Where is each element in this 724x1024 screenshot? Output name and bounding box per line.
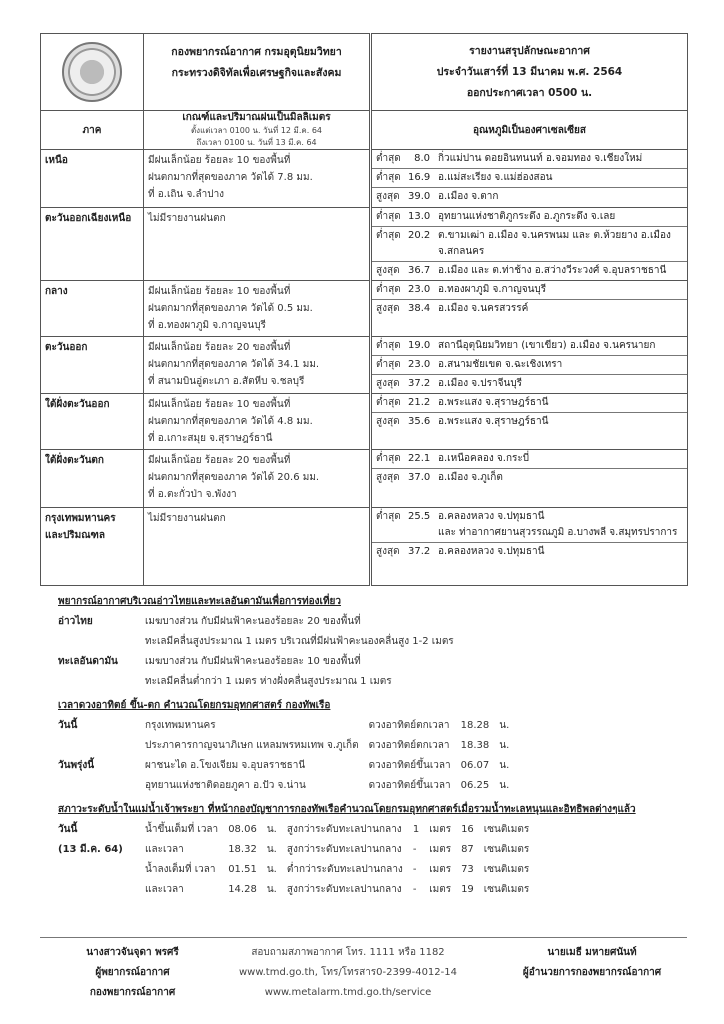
region-rows xyxy=(41,150,688,586)
temp-value: 38.4 xyxy=(408,303,431,314)
temperature-row xyxy=(372,375,687,393)
sun-day-label xyxy=(58,736,145,756)
temperature-row xyxy=(372,356,687,375)
temp-value: 13.0 xyxy=(408,211,431,222)
temp-place: อ.เหนือคลอง จ.กระบี่ xyxy=(438,453,530,464)
water-day-label xyxy=(58,860,145,880)
temp-place: อ.คลองหลวง จ.ปทุมธานี และ ท่าอากาศยานสุวรรณภูมิ อ.บางพลี จ.สมุทรปราการ xyxy=(438,511,678,538)
sun-event: ดวงอาทิตย์ตกเวลา xyxy=(368,720,450,731)
sun-time-unit: น. xyxy=(499,760,510,771)
sun-times-table-row xyxy=(58,716,519,736)
temp-value: 22.1 xyxy=(408,453,431,464)
rain-header-cell xyxy=(144,111,371,150)
temperature-row xyxy=(372,188,687,206)
temp-place: อ.สนามชัยเขต จ.ฉะเชิงเทรา xyxy=(438,359,563,370)
org-cell xyxy=(144,34,371,111)
temperature-cell xyxy=(371,337,688,394)
tide-time: 14.28 xyxy=(228,884,257,895)
tide-centimeters-unit: เซนติเมตร xyxy=(483,864,530,875)
temp-label: สูงสุด xyxy=(376,378,400,389)
tide-description: น้ำขึ้นเต็มที่ เวลา xyxy=(145,824,219,835)
tide-centimeters-unit: เซนติเมตร xyxy=(483,884,530,895)
rain-line: มีฝนเล็กน้อย ร้อยละ 20 ของพื้นที่ xyxy=(148,342,291,353)
rain-summary xyxy=(144,508,371,586)
temperature-row xyxy=(372,469,687,487)
rain-line: ฝนตกมากที่สุดของภาค วัดได้ 4.8 มม. xyxy=(148,416,313,427)
tide-time: 18.32 xyxy=(228,844,257,855)
rain-line: มีฝนเล็กน้อย ร้อยละ 10 ของพื้นที่ xyxy=(148,286,291,297)
footer-divider xyxy=(40,937,687,938)
column-header-temperature: อุณหภูมิเป็นองศาเซลเซียส xyxy=(472,124,586,136)
temp-place: อ.พระแสง จ.สุราษฎร์ธานี xyxy=(438,397,549,408)
tide-description: และเวลา xyxy=(145,884,184,895)
tide-description: และเวลา xyxy=(145,844,184,855)
region-name: กลาง xyxy=(41,281,144,337)
tmd-seal-logo xyxy=(62,42,122,102)
rain-line: ที่ อ.เถิน จ.ลำปาง xyxy=(148,189,225,200)
temperature-row xyxy=(372,169,687,188)
region-row xyxy=(41,337,688,394)
temp-label: สูงสุด xyxy=(376,265,400,276)
tide-description: น้ำลงเต็มที่ เวลา xyxy=(145,864,216,875)
region-name: ตะวันออกเฉียงเหนือ xyxy=(41,208,144,281)
temp-label: ต่ำสุด xyxy=(376,211,401,222)
rain-summary xyxy=(144,208,371,281)
temp-place: อ.ทองผาภูมิ จ.กาญจนบุรี xyxy=(438,284,547,295)
footer-line: นายเมธี มหายศนันท์ xyxy=(547,947,637,958)
temp-value: 23.0 xyxy=(408,359,431,370)
tide-meters-unit: เมตร xyxy=(429,844,452,855)
tide-centimeters: 16 xyxy=(461,824,474,835)
sea-area-label xyxy=(58,672,145,692)
water-day-label: วันนี้ xyxy=(58,824,78,835)
tide-centimeters-unit: เซนติเมตร xyxy=(483,824,530,835)
tide-time-unit: น. xyxy=(266,824,277,835)
temperature-row xyxy=(372,227,687,262)
org-name: กองพยากรณ์อากาศ กรมอุตุนิยมวิทยา xyxy=(171,46,342,58)
tide-reference: สูงกว่าระดับทะเลปานกลาง xyxy=(286,884,402,895)
sea-area-label: อ่าวไทย xyxy=(58,616,93,627)
temp-label: สูงสุด xyxy=(376,472,400,483)
sun-times-table xyxy=(58,716,519,796)
tide-meters-unit: เมตร xyxy=(429,884,452,895)
sun-location: ประภาคารกาญจนาภิเษก แหลมพรหมเทพ จ.ภูเก็ต xyxy=(145,740,359,751)
tide-time-unit: น. xyxy=(266,864,277,875)
water-level-table xyxy=(58,820,539,900)
temp-value: 23.0 xyxy=(408,284,431,295)
sea-forecast-line: ทะเลมีคลื่นต่ำกว่า 1 เมตร ห่างฝั่งคลื่นสูงประมาณ 1 เมตร xyxy=(145,676,392,687)
temp-place: ต.ขามเฒ่า อ.เมือง จ.นครพนม และ ต.ห้วยยาง อ.เมือง จ.สกลนคร xyxy=(438,230,671,257)
sea-forecast-table-row xyxy=(58,672,464,692)
tide-time: 08.06 xyxy=(228,824,257,835)
column-header-region: ภาค xyxy=(82,124,102,136)
water-day-label: (13 มี.ค. 64) xyxy=(58,844,123,855)
sun-time-unit: น. xyxy=(499,780,510,791)
weather-summary-table xyxy=(40,33,688,586)
sea-forecast-line: เมฆบางส่วน กับมีฝนฟ้าคะนองร้อยละ 20 ของพื้นที่ xyxy=(145,616,361,627)
tide-reference: สูงกว่าระดับทะเลปานกลาง xyxy=(286,824,402,835)
rain-line: ที่ อ.ทองผาภูมิ จ.กาญจนบุรี xyxy=(148,320,266,331)
temp-value: 39.0 xyxy=(408,191,431,202)
temp-place: สถานีอุตุนิยมวิทยา (เขาเขียว) อ.เมือง จ.นครนายก xyxy=(438,340,656,351)
tide-time-unit: น. xyxy=(266,844,277,855)
sea-forecast-table-row xyxy=(58,632,464,652)
temperature-row xyxy=(372,450,687,469)
sun-times-table-row xyxy=(58,736,519,756)
sea-forecast-table-row xyxy=(58,652,464,672)
tide-meters-unit: เมตร xyxy=(429,864,452,875)
sea-area-label xyxy=(58,632,145,652)
rain-line: ฝนตกมากที่สุดของภาค วัดได้ 7.8 มม. xyxy=(148,172,313,183)
temp-label: ต่ำสุด xyxy=(376,397,401,408)
water-level-table-row xyxy=(58,840,539,860)
temperature-row xyxy=(372,281,687,300)
temperature-row xyxy=(372,150,687,169)
tide-meters: 1 xyxy=(412,824,420,835)
temperature-row xyxy=(372,543,687,561)
region-row xyxy=(41,508,688,586)
temp-label: ต่ำสุด xyxy=(376,340,401,351)
sea-forecast-heading: พยากรณ์อากาศบริเวณอ่าวไทยและทะเลอันดามันเพื่อการท่องเที่ยว xyxy=(58,596,342,607)
region-row xyxy=(41,150,688,208)
temp-place: อ.เมือง จ.ตาก xyxy=(438,191,499,202)
sun-day-label: วันนี้ xyxy=(58,720,78,731)
region-row xyxy=(41,450,688,508)
temp-place: อ.พระแสง จ.สุราษฎร์ธานี xyxy=(438,416,549,427)
sun-event: ดวงอาทิตย์ขึ้นเวลา xyxy=(368,780,451,791)
region-row xyxy=(41,208,688,281)
sun-time-unit: น. xyxy=(499,740,510,751)
rain-line: มีฝนเล็กน้อย ร้อยละ 10 ของพื้นที่ xyxy=(148,399,291,410)
rain-line: ไม่มีรายงานฝนตก xyxy=(148,213,226,224)
rain-summary xyxy=(144,450,371,508)
rain-summary xyxy=(144,394,371,450)
ministry-name: กระทรวงดิจิทัลเพื่อเศรษฐกิจและสังคม xyxy=(171,67,342,79)
sun-time: 18.28 xyxy=(460,720,490,731)
rain-summary xyxy=(144,150,371,208)
region-name: กรุงเทพมหานคร และปริมณฑล xyxy=(41,508,144,586)
tide-centimeters: 19 xyxy=(461,884,474,895)
column-header-rain: เกณฑ์และปริมาณฝนเป็นมิลลิเมตร xyxy=(182,112,331,123)
rain-period-from: ตั้งแต่เวลา 0100 น. วันที่ 12 มี.ค. 64 xyxy=(190,126,322,135)
temp-label: ต่ำสุด xyxy=(376,453,401,464)
temp-label: ต่ำสุด xyxy=(376,230,401,241)
issue-time: ออกประกาศเวลา 0500 น. xyxy=(466,86,593,99)
temperature-header-cell xyxy=(371,111,688,150)
report-title-cell xyxy=(371,34,688,111)
temp-label: ต่ำสุด xyxy=(376,511,401,522)
temp-value: 8.0 xyxy=(414,153,430,164)
temp-value: 35.6 xyxy=(408,416,431,427)
region-row xyxy=(41,281,688,337)
temp-place: อุทยานแห่งชาติภูกระดึง อ.ภูกระดึง จ.เลย xyxy=(438,211,616,222)
seal-cell xyxy=(41,34,144,111)
temp-label: สูงสุด xyxy=(376,303,400,314)
region-name: ตะวันออก xyxy=(41,337,144,394)
temp-value: 21.2 xyxy=(408,397,431,408)
temperature-cell xyxy=(371,508,688,586)
sun-location: ผาชนะได อ.โขงเจียม จ.อุบลราชธานี xyxy=(145,760,306,771)
temp-place: อ.เมือง และ ต.ท่าช้าง อ.สว่างวีระวงศ์ จ.อุบลราชธานี xyxy=(438,265,667,276)
temperature-row xyxy=(372,208,687,227)
rain-line: มีฝนเล็กน้อย ร้อยละ 20 ของพื้นที่ xyxy=(148,455,291,466)
footer-line: www.metalarm.tmd.go.th/service xyxy=(264,987,432,998)
temp-value: 36.7 xyxy=(408,265,431,276)
temp-value: 25.5 xyxy=(408,511,431,522)
lower-sections xyxy=(58,592,698,904)
footer-line: ผู้พยากรณ์อากาศ xyxy=(95,967,170,978)
tide-centimeters: 87 xyxy=(461,844,474,855)
footer-line: www.tmd.go.th, โทร/โทรสาร0-2399-4012-14 xyxy=(238,967,457,978)
temperature-cell xyxy=(371,394,688,450)
temperature-row xyxy=(372,300,687,318)
temp-place: อ.คลองหลวง จ.ปทุมธานี xyxy=(438,546,545,557)
sea-forecast-line: ทะเลมีคลื่นสูงประมาณ 1 เมตร บริเวณที่มีฝนฟ้าคะนองคลื่นสูง 1-2 เมตร xyxy=(145,636,454,647)
rain-line: ฝนตกมากที่สุดของภาค วัดได้ 34.1 มม. xyxy=(148,359,320,370)
temperature-row xyxy=(372,394,687,413)
temp-value: 37.2 xyxy=(408,378,431,389)
temperature-cell xyxy=(371,208,688,281)
tide-meters: - xyxy=(412,884,417,895)
rain-line: ที่ อ.ตะกั่วป่า จ.พังงา xyxy=(148,489,237,500)
temperature-row xyxy=(372,337,687,356)
sun-time: 18.38 xyxy=(460,740,490,751)
temp-label: ต่ำสุด xyxy=(376,284,401,295)
sun-day-label: วันพรุ่งนี้ xyxy=(58,760,95,771)
sun-times-heading: เวลาดวงอาทิตย์ ขึ้น-ตก คำนวณโดยกรมอุทกศาสตร์ กองทัพเรือ xyxy=(58,700,331,711)
report-title: รายงานสรุปลักษณะอากาศ xyxy=(469,44,590,57)
footer-line: กองพยากรณ์อากาศ xyxy=(89,987,176,998)
tide-meters: - xyxy=(412,864,417,875)
temp-place: อ.เมือง จ.นครสวรรค์ xyxy=(438,303,529,314)
temp-label: ต่ำสุด xyxy=(376,172,401,183)
water-day-label xyxy=(58,880,145,900)
rain-line: ไม่มีรายงานฝนตก xyxy=(148,513,226,524)
sun-location: อุทยานแห่งชาติดอยภูคา อ.ปัว จ.น่าน xyxy=(145,780,306,791)
sun-time: 06.25 xyxy=(460,780,490,791)
tide-time: 01.51 xyxy=(228,864,257,875)
footer-line: ผู้อำนวยการกองพยากรณ์อากาศ xyxy=(522,967,662,978)
sun-time: 06.07 xyxy=(460,760,490,771)
water-level-heading: สภาวะระดับน้ำในแม่น้ำเจ้าพระยา ที่หน้ากองบัญชาการกองทัพเรือคำนวณโดยกรมอุทกศาสตร์เมื่อรวมน้ำทะเลหนุนและอิทธิพลต่างๆแล้ว xyxy=(58,804,636,815)
region-name: เหนือ xyxy=(41,150,144,208)
temperature-row xyxy=(372,262,687,280)
tide-reference: ต่ำกว่าระดับทะเลปานกลาง xyxy=(286,864,403,875)
temp-label: ต่ำสุด xyxy=(376,359,401,370)
rain-line: มีฝนเล็กน้อย ร้อยละ 10 ของพื้นที่ xyxy=(148,155,291,166)
temperature-row xyxy=(372,508,687,543)
temp-value: 37.0 xyxy=(408,472,431,483)
tide-time-unit: น. xyxy=(266,884,277,895)
water-level-table-row xyxy=(58,860,539,880)
temp-place: อ.เมือง จ.ปราจีนบุรี xyxy=(438,378,523,389)
rain-summary xyxy=(144,281,371,337)
water-level-table-row xyxy=(58,820,539,840)
temp-value: 37.2 xyxy=(408,546,431,557)
sun-location: กรุงเทพมหานคร xyxy=(145,720,216,731)
footer-director xyxy=(494,943,690,983)
sun-event: ดวงอาทิตย์ขึ้นเวลา xyxy=(368,760,451,771)
sea-forecast-table xyxy=(58,612,464,692)
rain-line: ที่ สนามบินอู่ตะเภา อ.สัตหีบ จ.ชลบุรี xyxy=(148,376,305,387)
footer-line: นางสาวจันจุดา พรศรี xyxy=(86,947,179,958)
temperature-row xyxy=(372,413,687,431)
sun-event: ดวงอาทิตย์ตกเวลา xyxy=(368,740,450,751)
temp-value: 19.0 xyxy=(408,340,431,351)
rain-summary xyxy=(144,337,371,394)
sun-time-unit: น. xyxy=(499,720,510,731)
temp-label: สูงสุด xyxy=(376,546,400,557)
region-name: ใต้ฝั่งตะวันออก xyxy=(41,394,144,450)
temp-place: อ.เมือง จ.ภูเก็ต xyxy=(438,472,503,483)
temp-place: กิ่วแม่ปาน ดอยอินทนนท์ อ.จอมทอง จ.เชียงใหม่ xyxy=(438,153,643,164)
region-header-cell xyxy=(41,111,144,150)
temp-label: ต่ำสุด xyxy=(376,153,401,164)
rain-line: ที่ อ.เกาะสมุย จ.สุราษฎร์ธานี xyxy=(148,433,273,444)
sea-area-label: ทะเลอันดามัน xyxy=(58,656,118,667)
footer-line: สอบถามสภาพอากาศ โทร. 1111 หรือ 1182 xyxy=(251,947,445,958)
report-date: ประจำวันเสาร์ที่ 13 มีนาคม พ.ศ. 2564 xyxy=(436,65,623,78)
footer-contact xyxy=(212,943,484,1003)
temp-label: สูงสุด xyxy=(376,416,400,427)
tide-meters: - xyxy=(412,844,417,855)
rain-period-to: ถึงเวลา 0100 น. วันที่ 13 มี.ค. 64 xyxy=(196,138,317,147)
temperature-cell xyxy=(371,150,688,208)
sun-day-label xyxy=(58,776,145,796)
tide-meters-unit: เมตร xyxy=(429,824,452,835)
temperature-cell xyxy=(371,450,688,508)
tide-centimeters: 73 xyxy=(461,864,474,875)
region-row xyxy=(41,394,688,450)
temp-value: 20.2 xyxy=(408,230,431,241)
temp-value: 16.9 xyxy=(408,172,431,183)
temp-label: สูงสุด xyxy=(376,191,400,202)
rain-line: ฝนตกมากที่สุดของภาค วัดได้ 20.6 มม. xyxy=(148,472,320,483)
tide-centimeters-unit: เซนติเมตร xyxy=(483,844,530,855)
sea-forecast-table-row xyxy=(58,612,464,632)
rain-line: ฝนตกมากที่สุดของภาค วัดได้ 0.5 มม. xyxy=(148,303,313,314)
sea-forecast-line: เมฆบางส่วน กับมีฝนฟ้าคะนองร้อยละ 10 ของพื้นที่ xyxy=(145,656,361,667)
temperature-cell xyxy=(371,281,688,337)
sun-times-table-row xyxy=(58,756,519,776)
footer-forecaster xyxy=(60,943,205,1003)
water-level-table-row xyxy=(58,880,539,900)
sun-times-table-row xyxy=(58,776,519,796)
temp-place: อ.แม่สะเรียง จ.แม่ฮ่องสอน xyxy=(438,172,553,183)
region-name: ใต้ฝั่งตะวันตก xyxy=(41,450,144,508)
tide-reference: สูงกว่าระดับทะเลปานกลาง xyxy=(286,844,402,855)
